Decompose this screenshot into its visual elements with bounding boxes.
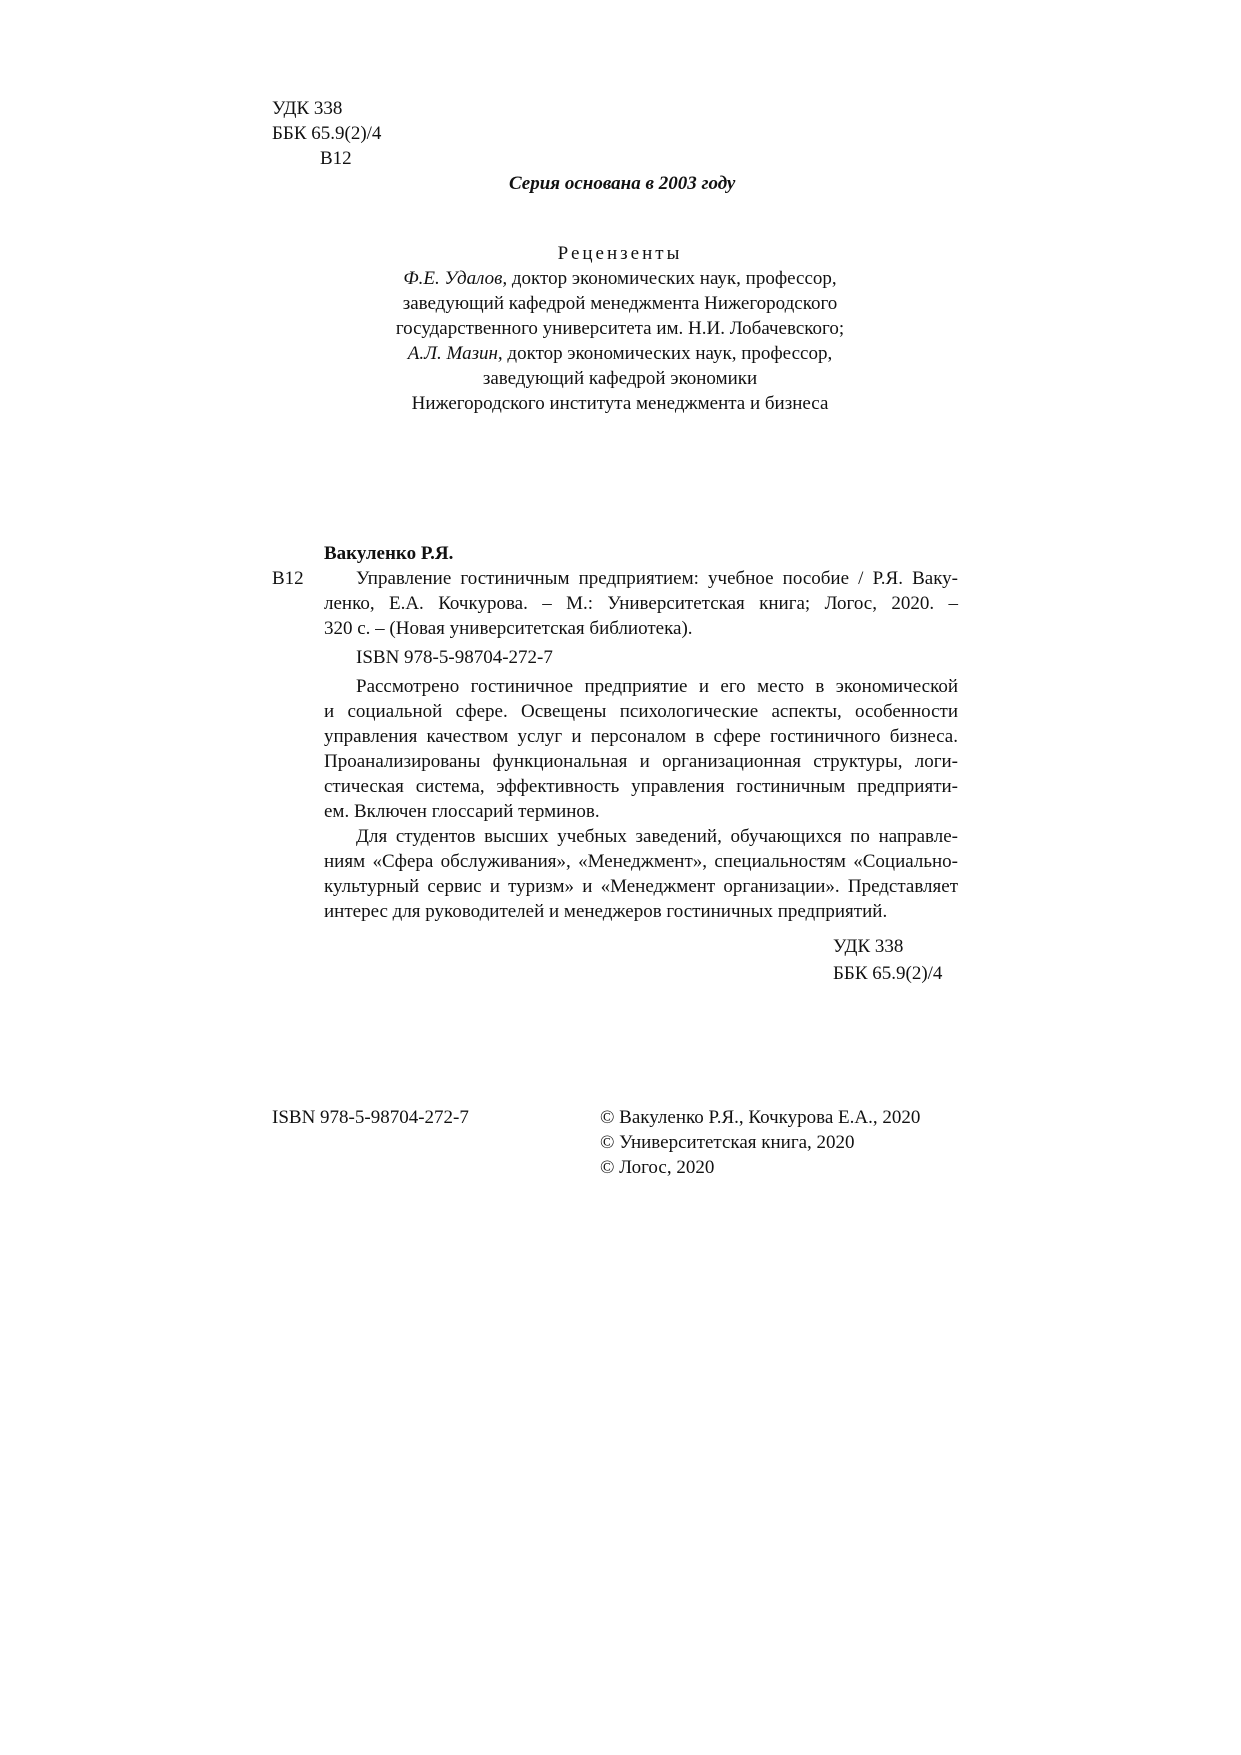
reviewer-1-line-1 bbox=[300, 266, 940, 291]
series-note-text: Серия основана в 2003 году bbox=[509, 173, 736, 194]
catalog-author-heading bbox=[324, 541, 453, 566]
copyright-line: © Логос, 2020 bbox=[600, 1157, 715, 1178]
abstract-line: Проанализированы функциональная и организационная структуры, логи- bbox=[324, 751, 958, 772]
copyright-line: © Университетская книга, 2020 bbox=[600, 1132, 855, 1153]
description-line: Управление гостиничным предприятием: учебное пособие / Р.Я. Ваку- bbox=[356, 568, 958, 589]
catalog-author-heading-text: Вакуленко Р.Я. bbox=[324, 543, 454, 564]
reviewer-2-name: А.Л. Мазин, bbox=[407, 343, 503, 364]
catalog-udk: УДК 338 bbox=[833, 936, 904, 957]
abstract-line: ем. Включен глоссарий терминов. bbox=[324, 801, 600, 822]
reviewers-title: Рецензенты bbox=[557, 243, 683, 264]
reviewers-block bbox=[300, 241, 940, 416]
reviewer-2-line-3: Нижегородского института менеджмента и бизнеса bbox=[411, 393, 829, 414]
reviewer-2-line-2: заведующий кафедрой экономики bbox=[482, 368, 758, 389]
audience-line: интерес для руководителей и менеджеров гостиничных предприятий. bbox=[324, 901, 888, 922]
reviewer-2-line-1 bbox=[300, 341, 940, 366]
footer-isbn: ISBN 978-5-98704-272-7 bbox=[272, 1107, 469, 1128]
catalog-abstract bbox=[324, 674, 958, 924]
author-code-header: В12 bbox=[320, 148, 352, 169]
abstract-line: управления качеством услуг и персоналом в сфере гостиничного бизнеса. bbox=[324, 726, 958, 747]
audience-line: ниям «Сфера обслуживания», «Менеджмент», специальностям «Социально- bbox=[324, 851, 958, 872]
abstract-line: стическая система, эффективность управления гостиничным предприяти- bbox=[324, 776, 958, 797]
reviewer-1-line-2: заведующий кафедрой менеджмента Нижегородского bbox=[402, 293, 838, 314]
udk-header: УДК 338 bbox=[272, 98, 343, 119]
series-note bbox=[509, 171, 735, 196]
abstract-line: и социальной сфере. Освещены психологические аспекты, особенности bbox=[324, 701, 958, 722]
reviewer-1-degree: доктор экономических наук, профессор, bbox=[507, 268, 837, 289]
abstract-line: Рассмотрено гостиничное предприятие и его место в экономической bbox=[356, 676, 958, 697]
reviewer-1-name: Ф.Е. Удалов, bbox=[403, 268, 508, 289]
copyright-line: © Вакуленко Р.Я., Кочкурова Е.А., 2020 bbox=[600, 1107, 921, 1128]
copyright-block bbox=[600, 1105, 960, 1180]
audience-line: культурный сервис и туризм» и «Менеджмент организации». Представляет bbox=[324, 876, 958, 897]
description-line: 320 с. – (Новая университетская библиотека). bbox=[324, 618, 693, 639]
catalog-description bbox=[324, 566, 958, 670]
bbk-header: ББК 65.9(2)/4 bbox=[272, 123, 382, 144]
description-line: ленко, Е.А. Кочкурова. – М.: Университетская книга; Логос, 2020. – bbox=[324, 593, 958, 614]
audience-line: Для студентов высших учебных заведений, обучающихся по направле- bbox=[356, 826, 958, 847]
catalog-code: В12 bbox=[272, 568, 304, 589]
catalog-isbn: ISBN 978-5-98704-272-7 bbox=[356, 647, 553, 668]
catalog-bbk: ББК 65.9(2)/4 bbox=[833, 963, 943, 984]
reviewer-1-line-3: государственного университета им. Н.И. Лобачевского; bbox=[395, 318, 845, 339]
reviewer-2-degree: доктор экономических наук, профессор, bbox=[502, 343, 833, 364]
